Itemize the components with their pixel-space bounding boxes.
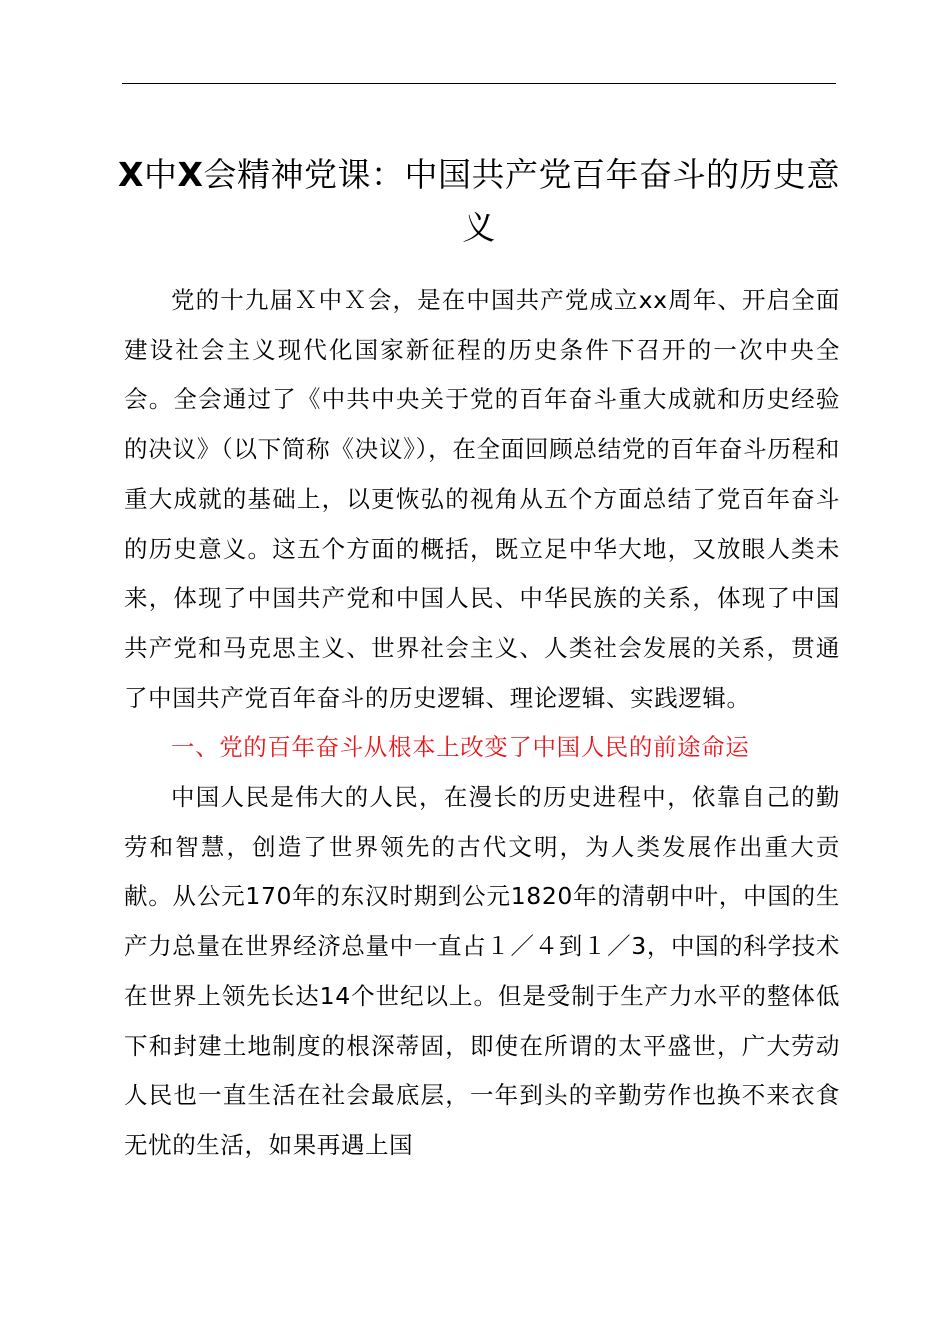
title-x-1: X	[118, 155, 144, 194]
header-rule	[122, 83, 836, 84]
section-1-paragraph: 中国人民是伟大的人民，在漫长的历史进程中，依靠自己的勤劳和智慧，创造了世界领先的古代文明，为人类发展作出重大贡献。从公元170年的东汉时期到公元1820年的清朝中叶，中国的生产力总量在世界经济总量中一直占１／４到１／3，中国的科学技术在世界上领先长达14个世纪以上。但是受制于生产力水平的整体低下和封建土地制度的根深蒂固，即使在所谓的太平盛世，广大劳动人民也一直生活在社会最底层，一年到头的辛勤劳作也换不来衣食无忧的生活，如果再遇上国	[124, 783, 840, 1159]
title-zhong: 中	[144, 155, 178, 194]
document-title	[112, 148, 846, 254]
document-body	[124, 276, 840, 1171]
title-x-2: X	[177, 155, 204, 194]
title-main: 会精神党课：中国共产党百年奋斗的历史意义	[203, 155, 840, 247]
intro-paragraph: 党的十九届Ｘ中Ｘ会，是在中国共产党成立xx周年、开启全面建设社会主义现代化国家新征程的历史条件下召开的一次中央全会。全会通过了《中共中央关于党的百年奋斗重大成就和历史经验的决议》（以下简称《决议》），在全面回顾总结党的百年奋斗历程和重大成就的基础上，以更恢弘的视角从五个方面总结了党百年奋斗的历史意义。这五个方面的概括，既立足中华大地，又放眼人类未来，体现了中国共产党和中国人民、中华民族的关系，体现了中国共产党和马克思主义、世界社会主义、人类社会发展的关系，贯通了中国共产党百年奋斗的历史逻辑、理论逻辑、实践逻辑。	[124, 286, 840, 712]
section-1-heading: 一、党的百年奋斗从根本上改变了中国人民的前途命运	[171, 733, 750, 762]
